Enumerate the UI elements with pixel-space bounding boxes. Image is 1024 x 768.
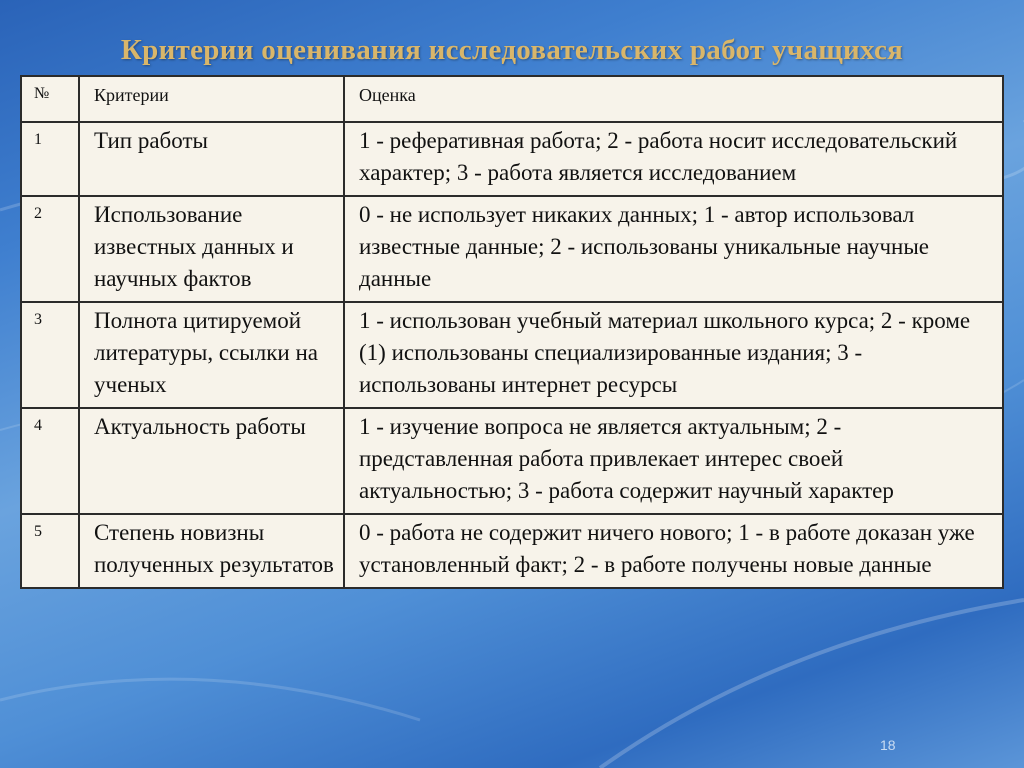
criteria-table: [20, 75, 1004, 589]
table-header-row: [21, 76, 1003, 122]
row-criteria: Актуальность работы: [79, 408, 344, 514]
table-row: [21, 302, 1003, 408]
header-number: №: [21, 76, 79, 122]
table-row: [21, 408, 1003, 514]
row-criteria: Использование известных данных и научных фактов: [79, 196, 344, 302]
header-evaluation: Оценка: [344, 76, 1003, 122]
slide-number: 18: [880, 737, 896, 753]
row-evaluation: 0 - не использует никаких данных; 1 - автор использовал известные данные; 2 - использованы уникальные научные данные: [344, 196, 1003, 302]
row-number: 1: [21, 122, 79, 196]
slide-title: Критерии оценивания исследовательских работ учащихся: [120, 34, 904, 66]
row-number: 5: [21, 514, 79, 588]
row-number: 4: [21, 408, 79, 514]
row-evaluation: 1 - реферативная работа; 2 - работа носит исследовательский характер; 3 - работа является исследованием: [344, 122, 1003, 196]
row-evaluation: 0 - работа не содержит ничего нового; 1 - в работе доказан уже установленный факт; 2 - в работе получены новые данные: [344, 514, 1003, 588]
row-criteria: Тип работы: [79, 122, 344, 196]
row-evaluation: 1 - использован учебный материал школьного курса; 2 - кроме (1) использованы специализированные издания; 3 - использованы интернет ресурсы: [344, 302, 1003, 408]
table-row: [21, 514, 1003, 588]
table-row: [21, 196, 1003, 302]
row-number: 2: [21, 196, 79, 302]
header-criteria: Критерии: [79, 76, 344, 122]
row-number: 3: [21, 302, 79, 408]
row-criteria: Степень новизны полученных результатов: [79, 514, 344, 588]
table-row: [21, 122, 1003, 196]
row-evaluation: 1 - изучение вопроса не является актуальным; 2 - представленная работа привлекает интерес своей актуальностью; 3 - работа содержит научный характер: [344, 408, 1003, 514]
row-criteria: Полнота цитируемой литературы, ссылки на ученых: [79, 302, 344, 408]
